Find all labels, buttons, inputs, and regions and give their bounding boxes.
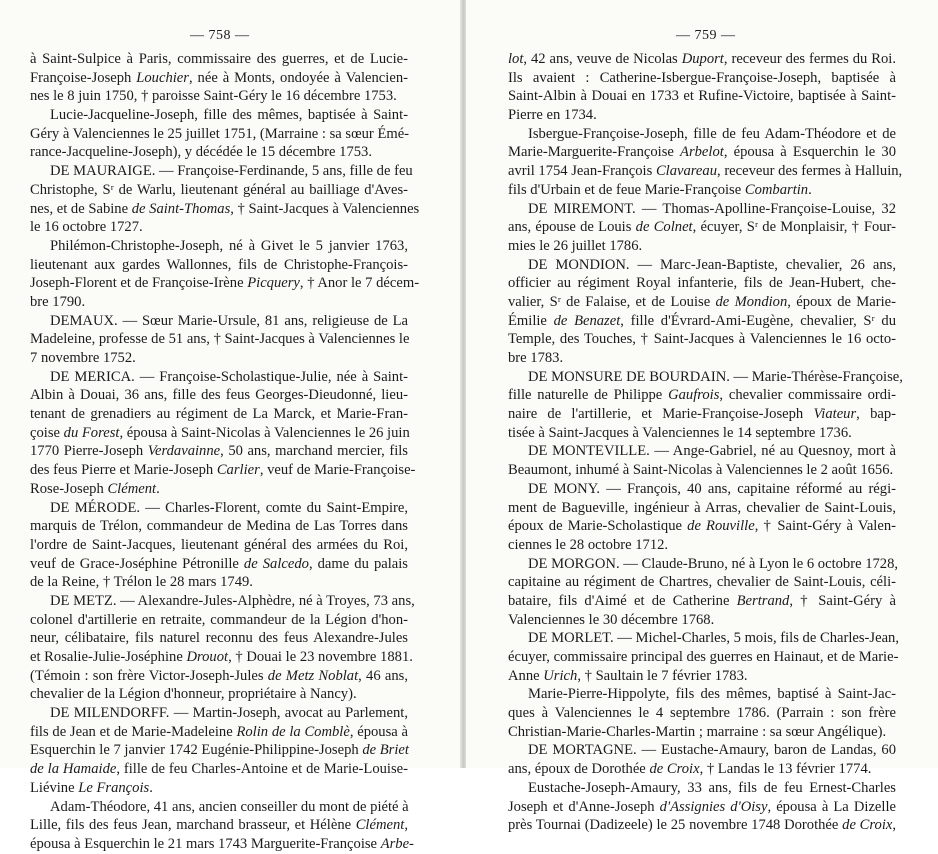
text-run: marquis de Trélon, commandeur de Medina de Las Torres dans (30, 518, 408, 535)
text-line (30, 69, 408, 88)
italic-name: Urich (543, 667, 578, 684)
text-run: DE MERICA. — Françoise-Scholastique-Julie, née à Saint- (50, 368, 408, 385)
text-run: . (808, 181, 812, 198)
text-run: . (149, 779, 153, 796)
text-line (30, 330, 408, 349)
text-line (30, 442, 408, 461)
text-line (508, 723, 896, 742)
text-run: fille naturelle de Philippe (508, 387, 669, 404)
text-run: bre 1783. (508, 350, 564, 366)
text-run: Beaumont, inhumé à Saint-Nicolas à Valenciennes le 2 août 1656. (508, 462, 894, 479)
text-line (30, 349, 408, 368)
text-line (508, 386, 896, 405)
text-run: DEMAUX. — Sœur Marie-Ursule, 81 ans, religieuse de La (50, 312, 408, 329)
text-line (508, 106, 896, 125)
text-run: ciennes le 28 octobre 1712. (508, 536, 669, 553)
text-line (30, 461, 416, 480)
text-run: DE METZ. — Alexandre-Jules-Alphèdre, né à Troyes, 73 ans, (50, 592, 415, 609)
text-run: capitaine au régiment de Chartres, chevalier de Saint-Louis, céli- (508, 574, 896, 591)
italic-name: Viateur (813, 406, 857, 423)
text-line (30, 573, 408, 592)
text-run: neur, célibataire, fils naturel reconnu des feus Alexandre-Jules (30, 630, 408, 647)
text-run: , receveur des fermes du Roi. (723, 51, 896, 67)
text-run: bre 1790. (30, 293, 86, 310)
text-line (30, 835, 414, 854)
text-run: DE MORLET. — Michel-Charles, 5 mois, fils de Charles-Jean, (528, 630, 899, 647)
italic-name: de Colnet (635, 219, 693, 236)
text-line (30, 386, 408, 405)
italic-name: Rolin de la Comblè (236, 723, 350, 740)
text-line (508, 611, 896, 630)
italic-name: du Forest (63, 424, 120, 441)
text-run: , † Saint-Géry à (789, 592, 896, 609)
italic-name: de Metz Noblat (267, 667, 359, 684)
text-run: Anne (508, 667, 544, 684)
text-run: , 42 ans, veuve de Nicolas (523, 51, 682, 67)
text-line (30, 143, 408, 162)
text-line (508, 368, 903, 387)
text-run: , † Saultain le 7 février 1783. (577, 667, 748, 684)
text-run: Eustache-Joseph-Amaury, 33 ans, fils de feu Ernest-Charles (528, 779, 896, 796)
text-run: , chevalier commissaire ordi- (719, 387, 896, 404)
text-run: Isbergue-Françoise-Joseph, fille de feu Adam-Théodore et de (528, 125, 896, 142)
text-line (508, 555, 899, 574)
page-number: — 758 — (190, 28, 250, 43)
text-line (508, 125, 896, 144)
text-run: DE MAURAIGE. — Françoise-Ferdinande, 5 ans, fille de feu (50, 163, 413, 180)
text-run: chevalier de la Légion d'honneur, propriétaire à Nancy). (30, 686, 357, 703)
right-page (466, 0, 938, 834)
text-run: Émilie (508, 312, 554, 329)
text-run: Lille, fils des feus Jean, marchand brasseur, et Hélène (30, 817, 356, 834)
italic-name: Arbe- (380, 835, 414, 852)
text-run: mies le 26 juillet 1786. (508, 237, 643, 254)
italic-name: Le François (78, 779, 150, 796)
text-run: 7 novembre 1752. (30, 350, 136, 366)
text-run: bataire, fils d'Aimé et de Catherine (508, 592, 737, 609)
text-run: naire de l'artillerie, et Marie-Françoise-Joseph (508, 406, 814, 423)
text-run: de la Reine, † Trélon le 28 mars 1749. (30, 574, 253, 591)
text-line (30, 629, 408, 648)
italic-name: Arbelot (680, 144, 724, 161)
text-run: Joseph et d'Anne-Joseph (508, 798, 660, 815)
italic-name: Picquery (247, 275, 300, 292)
italic-name: Clément (107, 480, 157, 497)
text-run: ment de Bagueville, ingénieur à Arras, chevalier de Saint-Louis, (508, 499, 896, 516)
text-run: colonel d'artillerie en retraite, commandeur de la Légion d'hon- (30, 611, 408, 628)
text-run: , épousa à Saint-Nicolas à Valenciennes le 26 juin (119, 424, 410, 441)
text-run: çoise (30, 424, 64, 441)
italic-name: lot (508, 51, 524, 67)
text-line (30, 667, 408, 686)
text-line (508, 648, 899, 667)
text-run: tisée à Saint-Jacques à Valenciennes le 14 septembre 1736. (508, 424, 852, 441)
text-run: , † Anor le 7 décem- (299, 275, 420, 292)
text-line (30, 293, 408, 312)
text-line (508, 69, 896, 88)
text-line (30, 125, 408, 144)
text-line (508, 349, 896, 368)
text-line (30, 87, 408, 106)
italic-name: Louchier (136, 69, 189, 86)
text-line (508, 629, 899, 648)
text-line (508, 162, 903, 181)
italic-name: Verdavainne (147, 443, 221, 460)
text-run: , épousa à Esquerchin le 30 (723, 144, 896, 161)
text-line (508, 685, 896, 704)
text-run: , époux de Marie- (787, 293, 896, 310)
text-run: Madeleine, professe de 51 ans, † Saint-Jacques à Valenciennes le (30, 331, 410, 348)
text-run: Liévine (30, 779, 79, 796)
text-run: , receveur des fermes à Halluin, (717, 163, 903, 180)
text-line (508, 293, 896, 312)
text-line (30, 312, 408, 331)
italic-name: d'Assignies d'Oisy (659, 798, 768, 815)
text-line (30, 704, 408, 723)
text-run: Marie-Pierre-Hippolyte, fils des mêmes, baptisé à Saint-Jac- (528, 686, 896, 703)
text-run: Rose-Joseph (30, 480, 108, 497)
text-line (508, 480, 896, 499)
text-line (30, 536, 408, 555)
text-run: rance-Jacqueline-Joseph), y décédée le 15 décembre 1753. (30, 144, 372, 161)
text-run: Lucie-Jacqueline-Joseph, fille des mêmes, baptisée à Saint- (50, 107, 408, 124)
text-line (508, 741, 896, 760)
text-run: , † Landas le 13 février 1774. (699, 761, 872, 778)
text-run: ans, épouse de Louis (508, 219, 636, 236)
text-run: Joseph-Florent et de Françoise-Irène (30, 275, 248, 292)
text-run: DE MILENDORFF. — Martin-Joseph, avocat au Parlement, (50, 705, 408, 722)
text-line (30, 218, 408, 237)
text-run: lieutenant aux gardes Wallonnes, fils de Christophe-François- (30, 256, 408, 273)
text-run: , écuyer, Sʳ de Monplaisir, † Four- (692, 219, 896, 236)
text-line (30, 50, 408, 69)
italic-name: Combartin (744, 181, 809, 198)
text-run: , fille d'Évrard-Ami-Eugène, chevalier, Sʳ du (620, 312, 897, 329)
text-run: écuyer, commissaire principal des guerres en Hainaut, et de Marie- (508, 649, 899, 665)
text-line (508, 667, 896, 686)
text-line (30, 798, 408, 817)
text-run: , † Douai le 23 novembre 1881. (228, 649, 413, 665)
text-run: , (404, 817, 408, 834)
text-line (30, 200, 420, 219)
text-run: à Saint-Sulpice à Paris, commissaire des guerres, et de Lucie- (30, 51, 408, 67)
text-line (508, 200, 896, 219)
text-run: des feus Pierre et Marie-Joseph (30, 462, 217, 479)
italic-name: Bertrand (736, 592, 790, 609)
text-line (30, 611, 408, 630)
text-run: , 50 ans, marchand mercier, fils (220, 443, 408, 460)
text-run: Christophe, Sʳ de Warlu, lieutenant général au bailliage d'Aves- (30, 181, 408, 198)
text-line (508, 143, 896, 162)
text-line (508, 181, 896, 200)
page-number: — 759 — (676, 28, 736, 43)
italic-name: Clément (355, 817, 405, 834)
text-run: valier, Sʳ de Falaise, et de Louise (508, 293, 716, 310)
text-line (508, 50, 896, 69)
text-line (508, 517, 896, 536)
text-line (30, 741, 408, 760)
text-line (508, 536, 896, 555)
text-run: Temple, des Touches, † Saint-Jacques à Valenciennes le 16 octo- (508, 331, 896, 348)
text-line (508, 274, 896, 293)
text-line (30, 779, 408, 798)
text-run: près Tournai (Dadizeele) le 25 novembre 1748 Dorothée (508, 817, 843, 834)
text-run: officier au régiment Royal infanterie, fils de Jean-Hubert, che- (508, 275, 896, 292)
text-run: , 46 ans, (358, 667, 408, 684)
text-run: Christian-Marie-Charles-Martin ; marraine : sa sœur Angélique). (508, 723, 887, 740)
italic-name: Drouot (186, 649, 229, 665)
text-run: , née à Monts, ondoyée à Valencien- (188, 69, 408, 86)
text-line (30, 181, 408, 200)
text-line (508, 312, 896, 331)
text-run: , épousa à (349, 723, 408, 740)
text-line (508, 592, 896, 611)
text-run: , (892, 817, 897, 834)
text-run: Françoise-Joseph (30, 69, 137, 86)
text-run: DE MÉRODE. — Charles-Florent, comte du Saint-Empire, (50, 499, 408, 516)
text-run: , fille de feu Charles-Antoine et de Marie-Louise- (116, 761, 408, 778)
italic-name: de Mondion (715, 293, 788, 310)
text-run: fils d'Urbain et de feue Marie-Françoise (508, 181, 745, 198)
italic-name: de Briet (362, 742, 409, 759)
text-run: DE MONTEVILLE. — Ange-Gabriel, né au Quesnoy, mort à (528, 443, 896, 460)
text-line (30, 685, 408, 704)
text-run: nes, et de Sabine (30, 200, 132, 217)
text-line (30, 760, 408, 779)
text-run: fils de Jean et de Marie-Madeleine (30, 723, 237, 740)
text-run: nes le 8 juin 1750, † paroisse Saint-Géry le 16 décembre 1753. (30, 88, 397, 105)
text-run: 1770 Pierre-Joseph (30, 443, 148, 460)
text-line (508, 256, 896, 275)
italic-name: Duport (681, 51, 724, 67)
text-line (30, 723, 408, 742)
text-line (508, 461, 896, 480)
text-line (30, 405, 408, 424)
text-run: épousa à Esquerchin le 21 mars 1743 Marguerite-Françoise (30, 835, 381, 852)
text-line (30, 274, 420, 293)
text-line (508, 779, 896, 798)
italic-name: de Salcedo (243, 555, 309, 572)
text-run: époux de Marie-Scholastique (508, 518, 688, 535)
text-run: , † Saint-Jacques à Valenciennes (230, 200, 420, 217)
text-run: avril 1754 Jean-François (508, 163, 656, 180)
text-run: , bap- (856, 406, 896, 423)
page-text (508, 50, 903, 835)
text-run: Saint-Albin à Douai en 1733 et Rufine-Victoire, baptisée à Saint- (508, 88, 896, 105)
italic-name: de Saint-Thomas (131, 200, 231, 217)
text-run: Adam-Théodore, 41 ans, ancien conseiller du mont de piété à (50, 798, 409, 815)
text-run: Esquerchin le 7 janvier 1742 Eugénie-Philippine-Joseph (30, 742, 363, 759)
text-run: l'ordre de Saint-Jacques, lieutenant général des armées du Roi, (30, 536, 408, 553)
text-line (508, 87, 896, 106)
text-run: Philémon-Christophe-Joseph, né à Givet le 5 janvier 1763, (50, 237, 408, 254)
text-run: tenant de grenadiers au régiment de La Marck, et Marie-Fran- (30, 406, 408, 423)
text-line (508, 798, 896, 817)
text-run: . (156, 480, 160, 497)
text-line (508, 405, 896, 424)
text-line (508, 704, 896, 723)
italic-name: de Croix (842, 817, 893, 834)
text-run: , épousa à La Dizelle (767, 798, 896, 815)
text-run: ans, époux de Dorothée (508, 761, 650, 778)
text-line (508, 573, 896, 592)
text-run: (Témoin : son frère Victor-Joseph-Jules (30, 667, 268, 684)
text-run: , † Saint-Géry à Valen- (754, 518, 896, 535)
text-line (508, 816, 896, 835)
text-run: DE MONSURE DE BOURDAIN. — Marie-Thérèse-Françoise, (528, 368, 903, 385)
text-run: Pierre en 1734. (508, 107, 597, 124)
text-line (30, 517, 408, 536)
page-text (30, 50, 420, 854)
text-run: Marie-Marguerite-Françoise (508, 144, 681, 161)
text-line (30, 368, 408, 387)
text-run: , dame du palais (308, 555, 408, 572)
text-line (30, 106, 408, 125)
italic-name: Gaufrois (668, 387, 720, 404)
italic-name: de Croix (649, 761, 700, 778)
text-line (508, 218, 896, 237)
text-line (30, 237, 408, 256)
text-line (30, 424, 408, 443)
text-run: Valenciennes le 30 décembre 1768. (508, 611, 715, 628)
text-line (508, 330, 896, 349)
text-line (30, 648, 413, 667)
text-line (30, 555, 408, 574)
text-run: DE MORGON. — Claude-Bruno, né à Lyon le 6 octobre 1728, (528, 555, 899, 572)
text-line (508, 442, 896, 461)
left-page (0, 0, 462, 852)
italic-name: Carlier (216, 462, 260, 479)
text-run: DE MORTAGNE. — Eustache-Amaury, baron de Landas, 60 (528, 742, 896, 759)
text-line (508, 237, 896, 256)
text-run: et Rosalie-Julie-Joséphine (30, 649, 187, 665)
text-run: , veuf de Marie-Françoise- (259, 462, 416, 479)
text-line (30, 816, 408, 835)
italic-name: Clavareau (655, 163, 718, 180)
text-line (30, 256, 408, 275)
text-run: Albin à Douai, 36 ans, fille des feus Georges-Dieudonné, lieu- (30, 387, 408, 404)
text-run: Géry à Valenciennes le 25 juillet 1751, (Marraine : sa sœur Émé- (30, 125, 410, 142)
text-run: Ils avaient : Catherine-Isbergue-Françoise-Joseph, baptisée à (508, 69, 896, 86)
text-run: le 16 octobre 1727. (30, 219, 143, 236)
text-run: veuf de Grace-Joséphine Pétronille (30, 555, 244, 572)
text-run: ques à Valenciennes le 4 septembre 1786. (Parrain : son frère (508, 705, 896, 722)
text-run: DE MONDION. — Marc-Jean-Baptiste, chevalier, 26 ans, (528, 256, 896, 273)
text-run: DE MIREMONT. — Thomas-Apolline-Françoise-Louise, 32 (528, 200, 896, 217)
text-line (508, 760, 896, 779)
italic-name: de la Hamaide (30, 761, 117, 778)
italic-name: de Rouville (687, 518, 755, 535)
italic-name: de Benazet (553, 312, 621, 329)
text-run: DE MONY. — François, 40 ans, capitaine réformé au régi- (528, 480, 896, 497)
text-line (30, 592, 415, 611)
text-line (508, 424, 896, 443)
text-line (30, 162, 413, 181)
text-line (508, 499, 896, 518)
text-line (30, 499, 408, 518)
text-line (30, 480, 408, 499)
